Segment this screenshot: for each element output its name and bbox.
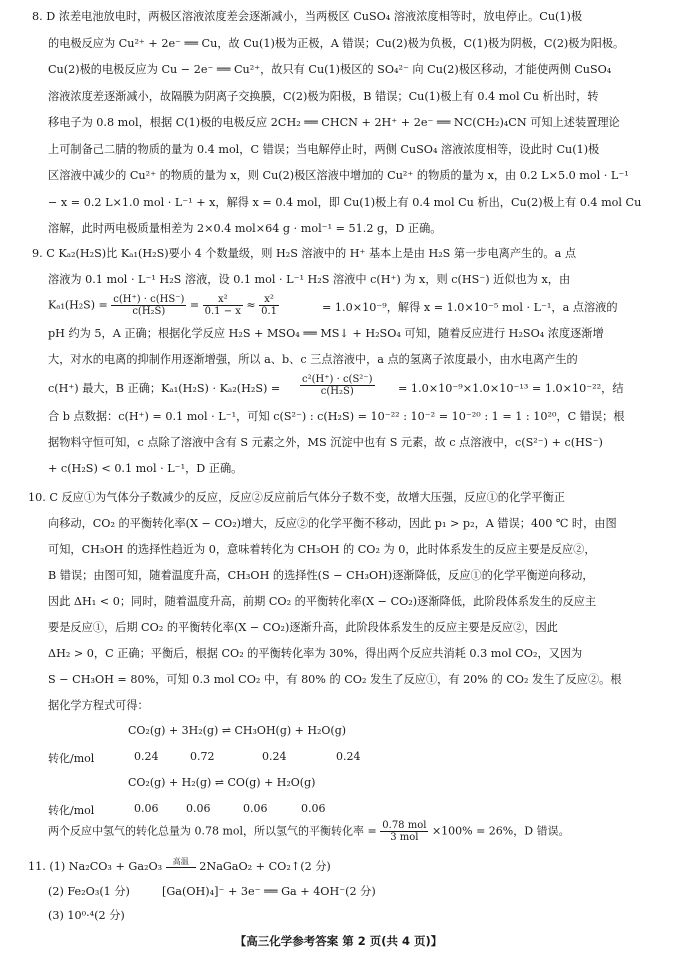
x-fraction <box>203 294 243 317</box>
approx-sign: ≈ <box>246 298 256 312</box>
final-suffix: ×100% = 26%，D 错误。 <box>431 824 570 838</box>
q8-line-1: 8. D 浓差电池放电时，两极区溶液浓度差会逐渐减小，当两极区 CuSO₄ 溶液浓度相等时，放电停止。Cu(1)极 <box>32 10 583 23</box>
arrow-line <box>166 867 196 868</box>
ka-product-numerator: c²(H⁺) · c(S²⁻) <box>302 374 373 385</box>
reaction-2: CO₂(g) + H₂(g) ⇌ CO(g) + H₂O(g) <box>128 776 316 789</box>
q10-line-7: ΔH₂ > 0，C 正确；平衡后，根据 CO₂ 的平衡转化率为 30%，得出两个反应共消耗 0.3 mol CO₂，又因为 <box>48 647 583 660</box>
q10-line-8: S − CH₃OH = 80%，可知 0.3 mol CO₂ 中，有 80% 的 CO₂ 发生了反应①，有 20% 的 CO₂ 发生了反应②。根 <box>48 673 622 686</box>
q8-line-5: 移电子为 0.8 mol，根据 C(1)极的电极反应 2CH₂ ══ CHCN + 2H⁺ + 2e⁻ ══ NC(CH₂)₄CN 可知上述装置理论 <box>48 116 620 129</box>
ka1-prefix: Kₐ₁(H₂S) = <box>48 298 108 312</box>
h2-fraction <box>380 820 428 843</box>
h2-conversion-equation <box>48 820 570 843</box>
q10-line-3: 可知，CH₃OH 的选择性趋近为 0，意味着转化为 CH₃OH 的 CO₂ 为 0，此时体系发生的反应主要是反应②， <box>48 543 596 556</box>
q9-line-7: = 1.0×10⁻⁹×1.0×10⁻¹³ = 1.0×10⁻²²，结 <box>398 382 624 395</box>
q8-line-9: 溶解，此时两电极质量相差为 2×0.4 mol×64 g · mol⁻¹ = 51.2 g，D 正确。 <box>48 222 442 235</box>
reaction-1: CO₂(g) + 3H₂(g) ⇌ CH₃OH(g) + H₂O(g) <box>128 724 347 737</box>
q9-line-8: 合 b 点数据：c(H⁺) = 0.1 mol · L⁻¹，可知 c(S²⁻) : c(H₂S) = 10⁻²² : 10⁻² = 10⁻²⁰ : 1 = 1 : 10²⁰，C 错误；根 <box>48 410 625 423</box>
ka1-denominator: c(H₂S) <box>132 306 166 317</box>
q11-reactants: 11. (1) Na₂CO₃ + Ga₂O₃ <box>28 860 163 873</box>
x-denominator: 0.1 − x <box>204 306 241 317</box>
q9-line-1: 9. C Kₐ₂(H₂S)比 Kₐ₁(H₂S)要小 4 个数量级，则 H₂S 溶液中的 H⁺ 基本上是由 H₂S 第一步电离产生的。a 点 <box>32 247 577 260</box>
q10-line-1: 10. C 反应①为气体分子数减少的反应，反应②反应前后气体分子数不变，故增大压强，反应①的化学平衡正 <box>28 491 565 504</box>
eq-sign: = <box>189 298 200 312</box>
q9-line-2: 溶液为 0.1 mol · L⁻¹ H₂S 溶液，设 0.1 mol · L⁻¹ H₂S 溶液中 c(H⁺) 为 x，则 c(HS⁻) 近似也为 x，由 <box>48 273 571 286</box>
ka1-numerator: c(H⁺) · c(HS⁻) <box>113 294 185 305</box>
q8-line-2: 的电极反应为 Cu²⁺ + 2e⁻ ══ Cu，故 Cu(1)极为正极，A 错误；Cu(2)极为负极，C(1)极为阴极，C(2)极为阳极。 <box>48 37 625 50</box>
ka-product-fraction <box>300 374 375 397</box>
q9-line-9: 据物料守恒可知，c 点除了溶液中含有 S 元素之外，MS 沉淀中也有 S 元素，故 c 点溶液中，c(S²⁻) + c(HS⁻) <box>48 436 603 449</box>
q11-line-2b: [Ga(OH)₄]⁻ + 3e⁻ ══ Ga + 4OH⁻(2 分) <box>162 885 376 898</box>
q10-line-6: 要是反应①，后期 CO₂ 的平衡转化率(X − CO₂)逐渐升高，此阶段体系发生的反应主要是反应②，因此 <box>48 621 558 634</box>
q9-line-6: c(H⁺) 最大，B 正确；Kₐ₁(H₂S) · Kₐ₂(H₂S) = <box>48 382 281 395</box>
q8-line-7: 区溶液中减少的 Cu²⁺ 的物质的量为 x，则 Cu(2)极区溶液中增加的 Cu²⁺ 的物质的量为 x，由 0.2 L×5.0 mol · L⁻¹ <box>48 169 629 182</box>
q11-line-3: (3) 10⁰·⁴(2 分) <box>48 909 125 922</box>
q9-line-3: = 1.0×10⁻⁹，解得 x = 1.0×10⁻⁵ mol · L⁻¹，a 点溶液的 <box>322 301 618 314</box>
h2-numerator: 0.78 mol <box>382 820 427 831</box>
rx1-co2: 0.24 <box>134 750 159 763</box>
q10-line-4: B 错误；由图可知，随着温度升高，CH₃OH 的选择性(S − CH₃OH)逐渐降低，反应①的化学平衡逆向移动， <box>48 569 594 582</box>
rx2-co: 0.06 <box>243 802 268 815</box>
q8-line-8: − x = 0.2 L×1.0 mol · L⁻¹ + x，解得 x = 0.4 mol，即 Cu(1)极上有 0.4 mol Cu 析出，Cu(2)极上有 0.4 mol Cu <box>48 196 642 209</box>
x-numerator: x² <box>203 294 243 306</box>
q8-line-4: 溶液浓度差逐渐减小，故隔膜为阴离子交换膜，C(2)极为阳极，B 错误；Cu(1)极上有 0.4 mol Cu 析出时，转 <box>48 90 599 103</box>
q10-line-2: 向移动，CO₂ 的平衡转化率(X − CO₂)增大，反应②的化学平衡不移动，因此 p₁ > p₂，A 错误；400 ℃ 时，由图 <box>48 517 617 530</box>
rx1-ch3oh: 0.24 <box>262 750 287 763</box>
q9-line-4: pH 约为 5，A 正确；根据化学反应 H₂S + MSO₄ ══ MS↓ + H₂SO₄ 可知，随着反应进行 H₂SO₄ 浓度逐渐增 <box>48 327 604 340</box>
approx-fraction <box>259 294 279 317</box>
q9-line-10: + c(H₂S) < 0.1 mol · L⁻¹，D 正确。 <box>48 462 243 475</box>
rx2-co2: 0.06 <box>134 802 159 815</box>
q11-line-1 <box>28 857 331 875</box>
q8-line-6: 上可制备己二腈的物质的量为 0.4 mol，C 错误；当电解停止时，两侧 CuSO₄ 溶液浓度相等，设此时 Cu(1)极 <box>48 143 600 156</box>
q11-products: 2NaGaO₂ + CO₂↑(2 分) <box>199 860 331 873</box>
conversion-label-1: 转化/mol <box>48 752 95 765</box>
q10-line-9: 据化学方程式可得： <box>48 699 149 712</box>
approx-numerator: x² <box>259 294 279 306</box>
high-temp-arrow <box>166 857 196 875</box>
conversion-label-2: 转化/mol <box>48 804 95 817</box>
page-footer: 【高三化学参考答案 第 2 页(共 4 页)】 <box>234 934 443 948</box>
rx2-h2o: 0.06 <box>301 802 326 815</box>
high-temp-label: 高温 <box>172 857 189 866</box>
approx-denominator: 0.1 <box>261 306 278 317</box>
rx1-h2: 0.72 <box>190 750 215 763</box>
ka1-fraction <box>111 294 186 317</box>
q10-line-5: 因此 ΔH₁ < 0；同时，随着温度升高，前期 CO₂ 的平衡转化率(X − CO₂)逐渐降低，此阶段体系发生的反应主 <box>48 595 597 608</box>
q9-line-5: 大，对水的电离的抑制作用逐渐增强，所以 a、b、c 三点溶液中，a 点的氢离子浓度最小，由水电离产生的 <box>48 353 578 366</box>
q9-ka1-equation <box>48 294 279 317</box>
q8-line-3: Cu(2)极的电极反应为 Cu − 2e⁻ ══ Cu²⁺，故只有 Cu(1)极区的 SO₄²⁻ 向 Cu(2)极区移动，才能使两侧 CuSO₄ <box>48 63 612 76</box>
rx1-h2o: 0.24 <box>336 750 361 763</box>
rx2-h2: 0.06 <box>186 802 211 815</box>
ka-product-denominator: c(H₂S) <box>320 386 354 397</box>
final-prefix: 两个反应中氢气的转化总量为 0.78 mol，所以氢气的平衡转化率 = <box>48 824 377 838</box>
h2-denominator: 3 mol <box>390 832 419 843</box>
q11-line-2a: (2) Fe₂O₃(1 分) <box>48 885 130 898</box>
